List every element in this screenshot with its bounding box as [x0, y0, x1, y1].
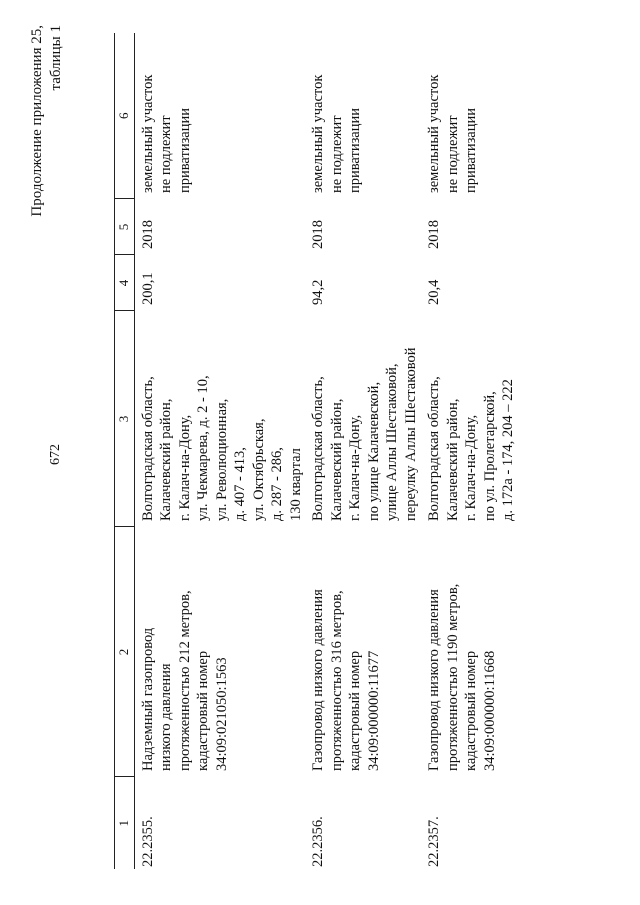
row-id: 22.2355. [139, 816, 156, 867]
column-number: 3 [115, 311, 135, 527]
text-line: Газопровод низкого давления [310, 589, 326, 771]
appendix-header-line-2: таблицы 1 [48, 25, 64, 91]
text-line: по ул. Пролетарской, [481, 391, 498, 521]
text-line: Газопровод низкого давления [426, 589, 442, 771]
text-line: протяженностью 1190 метров, [444, 583, 461, 771]
table-row [305, 33, 421, 869]
text-line: не подлежит [444, 115, 461, 193]
text-line: 34:09:000000:11677 [365, 650, 382, 771]
text-line: земельный участок [139, 74, 156, 193]
text-line: не подлежит [158, 115, 174, 193]
object-note [305, 33, 421, 199]
text-line: 34:09:021050:1563 [213, 657, 230, 771]
text-line: низкого давления [158, 663, 174, 771]
column-number: 1 [115, 777, 135, 869]
object-value: 20,4 [426, 279, 442, 305]
object-address [421, 311, 532, 527]
text-line: приватизации [463, 107, 479, 193]
object-value: 94,2 [310, 279, 326, 305]
text-line: переулку Аллы Шестаковой [402, 347, 419, 521]
text-line: кадастровый номер [195, 650, 211, 771]
text-line: земельный участок [426, 74, 442, 193]
text-line: приватизации [347, 107, 363, 193]
object-name [134, 527, 305, 777]
column-number: 5 [115, 199, 135, 255]
appendix-header-line-1: Продолжение приложения 25, [29, 25, 45, 217]
text-line: по улице Калачевской, [365, 381, 382, 521]
row-id: 22.2357. [426, 816, 442, 867]
text-line: 130 квартал [287, 448, 304, 521]
text-line: д. 407 - 413, [232, 447, 248, 521]
text-line: протяженностью 316 метров, [328, 590, 345, 771]
text-line: Волгоградская область, [426, 376, 442, 521]
text-line: улице Аллы Шестаковой, [384, 363, 400, 521]
object-year: 2018 [139, 220, 156, 249]
column-number: 2 [115, 527, 135, 777]
object-name [421, 527, 532, 777]
text-line: г. Калач-на-Дону, [463, 414, 479, 521]
text-line: Калачевский район, [328, 398, 345, 521]
text-line: д. 172а - 174, 204 – 222 [500, 379, 516, 521]
object-note [134, 33, 305, 199]
text-line: г. Калач-на-Дону, [347, 414, 363, 521]
table-row [134, 33, 305, 869]
text-line: ул. Революционная, [213, 398, 230, 521]
object-name [305, 527, 421, 777]
object-year: 2018 [310, 220, 326, 249]
text-line: ул. Чекмарева, д. 2 - 10, [195, 375, 211, 521]
object-address [134, 311, 305, 527]
object-note [421, 33, 532, 199]
appendix-header [28, 25, 66, 245]
text-line: д. 287 - 286, [269, 447, 285, 521]
object-address [305, 311, 421, 527]
text-line: Волгоградская область, [139, 376, 156, 521]
text-line: Надземный газопровод [139, 627, 156, 771]
text-line: 34:09:000000:11668 [481, 650, 498, 771]
object-value: 200,1 [139, 272, 156, 305]
property-table [114, 33, 532, 869]
column-number-row [115, 33, 135, 869]
table-row [421, 33, 532, 869]
row-id: 22.2356. [310, 816, 326, 867]
text-line: Калачевский район, [158, 398, 174, 521]
column-number: 6 [115, 33, 135, 199]
text-line: не подлежит [328, 115, 345, 193]
object-year: 2018 [426, 220, 442, 249]
page-number: 672 [48, 444, 63, 465]
text-line: земельный участок [310, 74, 326, 193]
column-number: 4 [115, 255, 135, 311]
text-line: кадастровый номер [463, 650, 479, 771]
text-line: Калачевский район, [444, 398, 461, 521]
text-line: приватизации [176, 107, 193, 193]
text-line: ул. Октябрьская, [250, 418, 267, 521]
text-line: кадастровый номер [347, 650, 363, 771]
text-line: г. Калач-на-Дону, [176, 414, 193, 521]
text-line: Волгоградская область, [310, 376, 326, 521]
text-line: протяженностью 212 метров, [176, 590, 193, 771]
